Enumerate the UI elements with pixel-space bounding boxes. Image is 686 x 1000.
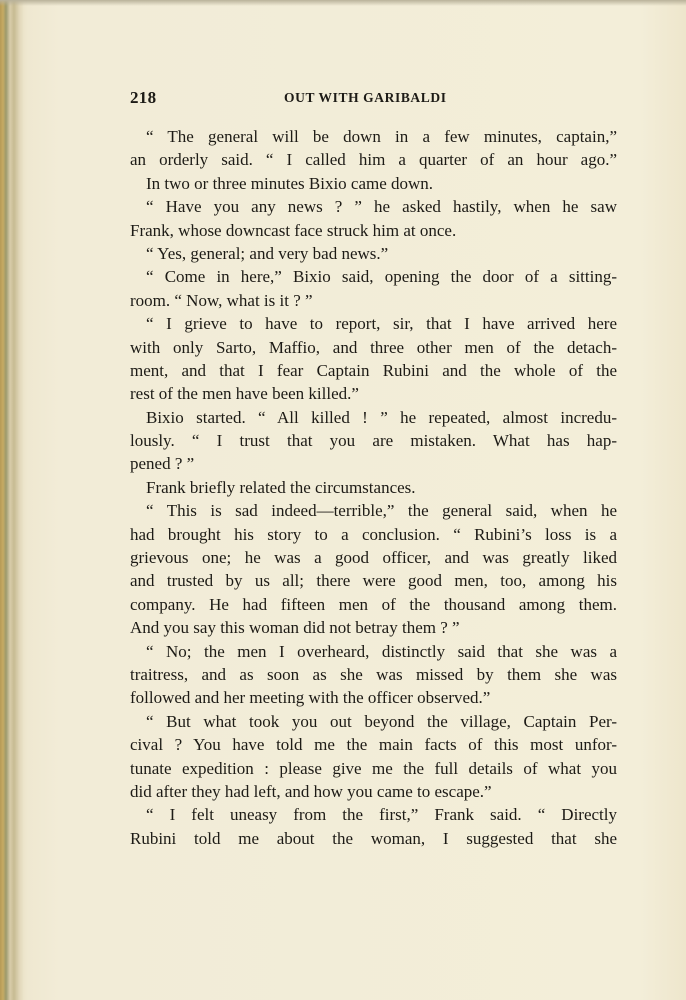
text-line: had brought his story to a conclusion. “ Rubini’s loss is a xyxy=(130,524,617,544)
text-line: rest of the men have been killed.” xyxy=(130,384,359,404)
text-line: “ I felt uneasy from the first,” Frank said. “ Directly xyxy=(146,805,617,825)
page-top-shadow xyxy=(0,0,686,6)
running-title: OUT WITH GARIBALDI xyxy=(284,90,447,105)
text-line: lously. “ I trust that you are mistaken. What has hap- xyxy=(130,431,617,451)
page-number: 218 xyxy=(130,88,157,107)
text-line: did after they had left, and how you came to escape.” xyxy=(130,781,492,801)
text-line: room. “ Now, what is it ? ” xyxy=(130,290,313,310)
text-line: ment, and that I fear Captain Rubini and the whole of the xyxy=(130,360,617,380)
text-line: with only Sarto, Maffio, and three other men of the detach- xyxy=(130,337,617,357)
text-line: Rubini told me about the woman, I suggested that she xyxy=(130,828,617,848)
text-line: and trusted by us all; there were good men, too, among his xyxy=(130,571,617,591)
text-line: traitress, and as soon as she was missed by them she was xyxy=(130,664,617,684)
book-binding-edge xyxy=(0,0,24,1000)
text-line: “ Have you any news ? ” he asked hastily, when he saw xyxy=(146,197,617,217)
body-text xyxy=(130,125,617,850)
text-line: Frank briefly related the circumstances. xyxy=(146,477,416,497)
text-line: “ I grieve to have to report, sir, that I have arrived here xyxy=(146,314,617,334)
text-line: “ No; the men I overheard, distinctly said that she was a xyxy=(146,641,617,661)
text-line: And you say this woman did not betray them ? ” xyxy=(130,618,460,638)
text-line: “ This is sad indeed—terrible,” the general said, when he xyxy=(146,501,617,521)
text-line: company. He had fifteen men of the thousand among them. xyxy=(130,594,617,614)
text-line: tunate expedition : please give me the full details of what you xyxy=(130,758,617,778)
text-line: followed and her meeting with the officer observed.” xyxy=(130,688,491,708)
page-header xyxy=(130,88,617,110)
text-line: “ Yes, general; and very bad news.” xyxy=(146,243,389,263)
text-line: Frank, whose downcast face struck him at once. xyxy=(130,220,457,240)
text-line: In two or three minutes Bixio came down. xyxy=(146,173,434,193)
text-line: “ Come in here,” Bixio said, opening the door of a sitting- xyxy=(146,267,617,287)
text-line: cival ? You have told me the main facts of this most unfor- xyxy=(130,735,617,755)
text-line: pened ? ” xyxy=(130,454,195,474)
text-line: an orderly said. “ I called him a quarter of an hour ago.” xyxy=(130,150,617,170)
text-line: Bixio started. “ All killed ! ” he repeated, almost incredu- xyxy=(146,407,617,427)
text-line: “ The general will be down in a few minutes, captain,” xyxy=(146,127,617,146)
text-line: grievous one; he was a good officer, and was greatly liked xyxy=(130,548,617,568)
text-line: “ But what took you out beyond the village, Captain Per- xyxy=(146,711,617,731)
